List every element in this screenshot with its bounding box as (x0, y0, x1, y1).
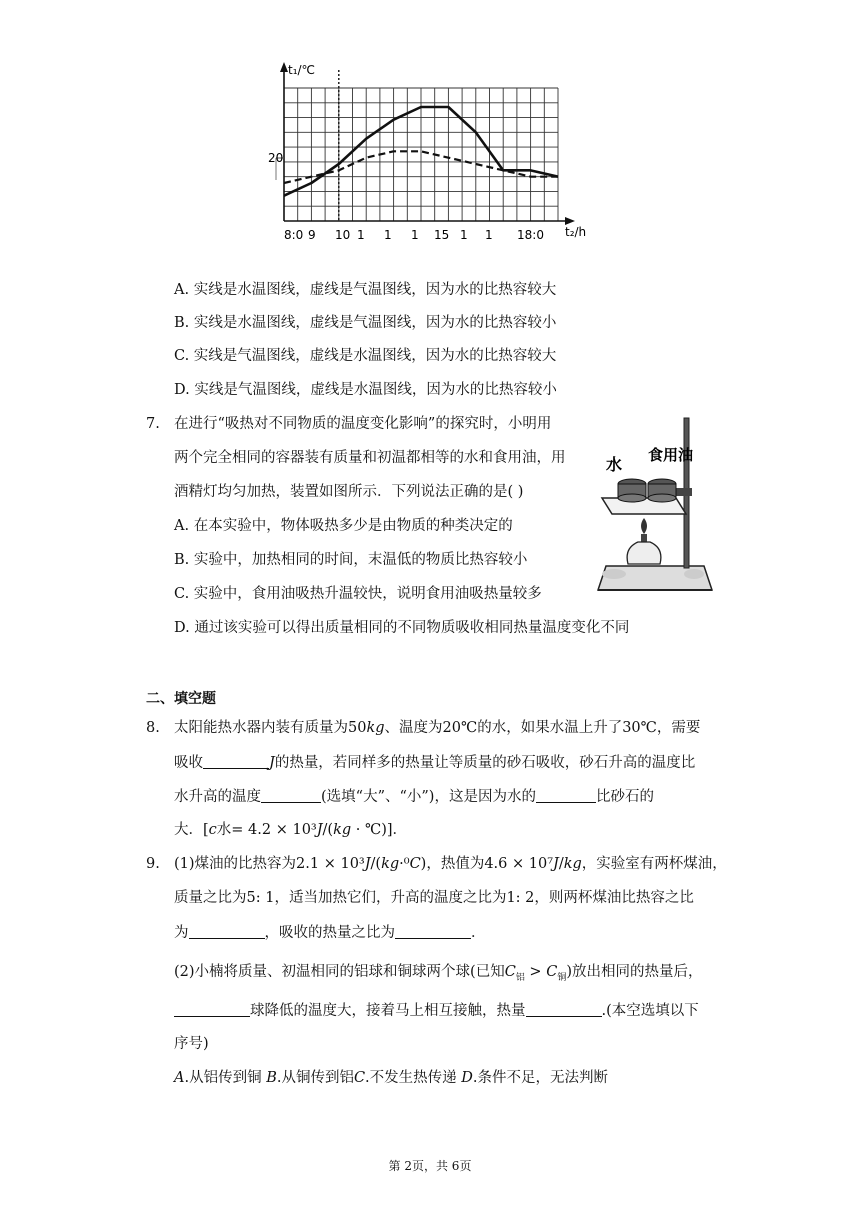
flame-icon (641, 518, 647, 534)
q7-option-b: B. 实验中，加热相同的时间，末温低的物质比热容较小 (174, 552, 528, 568)
q8-answer-blank-1[interactable] (203, 752, 269, 769)
temperature-chart (262, 58, 602, 248)
x-tick-label: 18:0 (517, 228, 544, 242)
x-tick-label: 10 (335, 228, 351, 242)
x-axis-label: t₂/h (565, 225, 587, 239)
q7-option-c: C. 实验中，食用油吸热升温较快，说明食用油吸热量较多 (174, 586, 542, 602)
q9-answer-blank-4[interactable] (526, 1000, 602, 1017)
x-tick-label: 1 (357, 228, 365, 242)
q8-line-4: 大．[𝑐水= 4.2 × 10³𝐽/(𝑘𝑔 · ℃)]． (174, 822, 408, 838)
q9-line-5: 球降低的温度大，接着马上相互接触，热量 .(本空选填以下 (174, 1000, 699, 1021)
x-axis-arrow (565, 217, 575, 225)
y-axis-arrow (280, 62, 288, 72)
q8-answer-blank-3[interactable] (536, 786, 596, 803)
x-tick-label: 1 (460, 228, 468, 242)
q6-option-c: C. 实线是气温图线，虚线是水温图线，因为水的比热容较大 (174, 348, 557, 364)
q6-option-a: A. 实线是水温图线，虚线是气温图线，因为水的比热容较大 (174, 282, 557, 298)
q7-stem-line-1: 在进行“吸热对不同物质的温度变化影响”的探究时，小明用 (174, 416, 552, 432)
q8-line-1: 太阳能热水器内装有质量为50𝑘𝑔、温度为20℃的水，如果水温上升了30℃，需要 (174, 720, 701, 736)
q9-answer-blank-1[interactable] (189, 922, 265, 939)
q9-answer-blank-3[interactable] (174, 1000, 250, 1017)
y-axis-label: t₁/℃ (288, 63, 316, 77)
q9-line-7: 𝐴.从铝传到铜 𝐵.从铜传到铝𝐶.不发生热传递 𝐷.条件不足，无法判断 (174, 1070, 608, 1086)
q9-line-1: (1)煤油的比热容为2.1 × 10³𝐽/(𝑘𝑔·⁰𝐶)，热值为4.6 × 10⁷𝐽/𝑘𝑔，实验室有两杯煤油， (174, 856, 727, 872)
x-tick-label: 9 (308, 228, 316, 242)
q9-line-3: 为 ，吸收的热量之比为 ． (174, 922, 486, 943)
alcohol-lamp (627, 542, 661, 564)
q7-option-a: A. 在本实验中，物体吸热多少是由物质的种类决定的 (174, 518, 513, 534)
x-tick-label: 1 (485, 228, 493, 242)
q7-number: 7. (146, 416, 160, 432)
q8-line-2: 吸收 𝐽的热量，若同样多的热量让等质量的砂石吸收，砂石升高的温度比 (174, 752, 695, 773)
q7-stem-line-2: 两个完全相同的容器装有质量和初温都相等的水和食用油，用 (174, 450, 566, 466)
label-water: 水 (606, 455, 623, 474)
q9-line-4: (2)小楠将质量、初温相同的铝球和铜球两个球(已知𝐶$_铝$ > 𝐶$_铜$)放出相同的热量后， (174, 964, 703, 983)
q8-number: 8. (146, 720, 160, 736)
q9-line-6: 序号) (174, 1036, 209, 1052)
x-tick-labels (284, 228, 544, 242)
y-tick-label: 20 (268, 151, 284, 165)
q7-stem-line-3: 酒精灯均匀加热，装置如图所示．下列说法正确的是( ) (174, 484, 524, 500)
x-tick-label: 1 (384, 228, 392, 242)
q9-line-2: 质量之比为5: 1，适当加热它们，升高的温度之比为1: 2，则两杯煤油比热容之比 (174, 890, 694, 906)
x-tick-label: 1 (411, 228, 419, 242)
q6-option-d: D. 实线是气温图线，虚线是水温图线，因为水的比热容较小 (174, 382, 557, 398)
page-footer: 第 2页，共 6页 (388, 1159, 472, 1173)
label-oil: 食用油 (648, 446, 694, 464)
q7-option-d: D. 通过该实验可以得出质量相同的不同物质吸收相同热量温度变化不同 (174, 620, 630, 636)
q8-line-3: 水升高的温度 (选填“大”、“小”)，这是因为水的 比砂石的 (174, 786, 654, 807)
q9-answer-blank-2[interactable] (395, 922, 471, 939)
heating-apparatus-figure (594, 414, 720, 604)
x-tick-label: 15 (434, 228, 450, 242)
x-tick-label: 8:0 (284, 228, 304, 242)
q8-answer-blank-2[interactable] (261, 786, 321, 803)
q9-number: 9. (146, 856, 160, 872)
q6-option-b: B. 实线是水温图线，虚线是气温图线，因为水的比热容较小 (174, 315, 557, 331)
chart-grid (284, 70, 558, 221)
section-title-fill-in: 二、填空题 (146, 691, 216, 707)
